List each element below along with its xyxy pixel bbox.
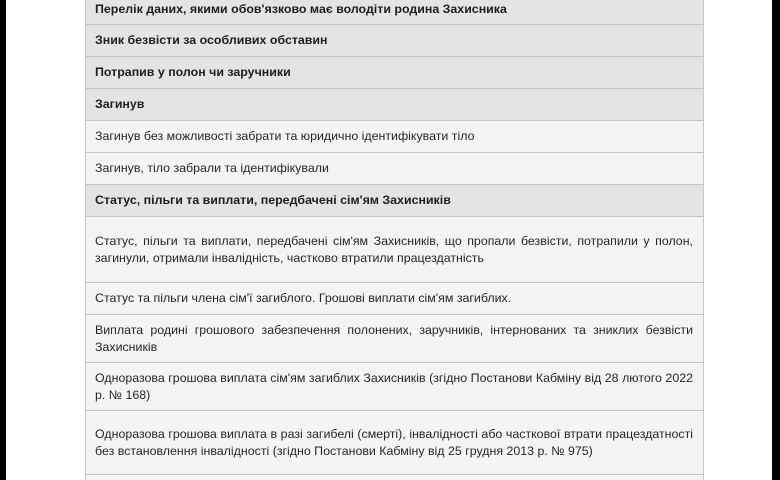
accordion-item-family-status[interactable]	[86, 283, 703, 315]
accordion-item-label: Загинув, тіло забрали та ідентифікували	[95, 161, 329, 176]
accordion-item-payment-975[interactable]	[86, 411, 703, 475]
accordion-header-label: Зник безвісти за особливих обставин	[95, 33, 328, 48]
accordion-header-family-data[interactable]	[86, 0, 703, 25]
accordion-header-died[interactable]	[86, 89, 703, 121]
accordion-item-died-no-body[interactable]	[86, 121, 703, 153]
accordion-item-status-overview[interactable]	[86, 217, 703, 283]
accordion-header-status-benefits[interactable]	[86, 185, 703, 217]
page-background	[6, 0, 772, 480]
accordion-item-label: Статус та пільги члена сім'ї загиблого. Грошові виплати сім'ям загиблих.	[95, 291, 512, 306]
accordion-item-label: Виплата родині грошового забезпечення полонених, заручників, інтернованих та зниклих безвісти Захисників	[95, 323, 693, 354]
accordion-item-label: Одноразова грошова виплата сім'ям загиблих Захисників (згідно Постанови Кабміну від 28 лютого 2022 р. № 168)	[95, 371, 693, 402]
accordion-header-label: Потрапив у полон чи заручники	[95, 65, 291, 80]
accordion-header-missing[interactable]	[86, 25, 703, 57]
accordion-item-label: Статус, пільги та виплати, передбачені сім'ям Захисників, що пропали безвісти, потрапили у полон, загинули, отримали інвалідність, частково втратили працездатність	[95, 234, 693, 265]
accordion-item-partial[interactable]	[86, 475, 703, 480]
accordion-header-label: Статус, пільги та виплати, передбачені сім'ям Захисників	[95, 193, 451, 208]
accordion-header-label: Перелік даних, якими обов'язково має володіти родина Захисника	[95, 1, 507, 16]
accordion-header-label: Загинув	[95, 97, 145, 112]
accordion-header-captivity[interactable]	[86, 57, 703, 89]
accordion-list	[85, 0, 704, 480]
accordion-item-captive-payments[interactable]	[86, 315, 703, 363]
accordion-item-label: Загинув без можливості забрати та юридично ідентифікувати тіло	[95, 129, 475, 144]
accordion-item-payment-168[interactable]	[86, 363, 703, 411]
accordion-item-label: Одноразова грошова виплата в разі загибелі (смерті), інвалідності або часткової втрати працездатності без встановлення інвалідності (згідно Постанови Кабміну від 25 грудня 2013 р. № 975)	[95, 427, 693, 458]
accordion-item-died-identified[interactable]	[86, 153, 703, 185]
